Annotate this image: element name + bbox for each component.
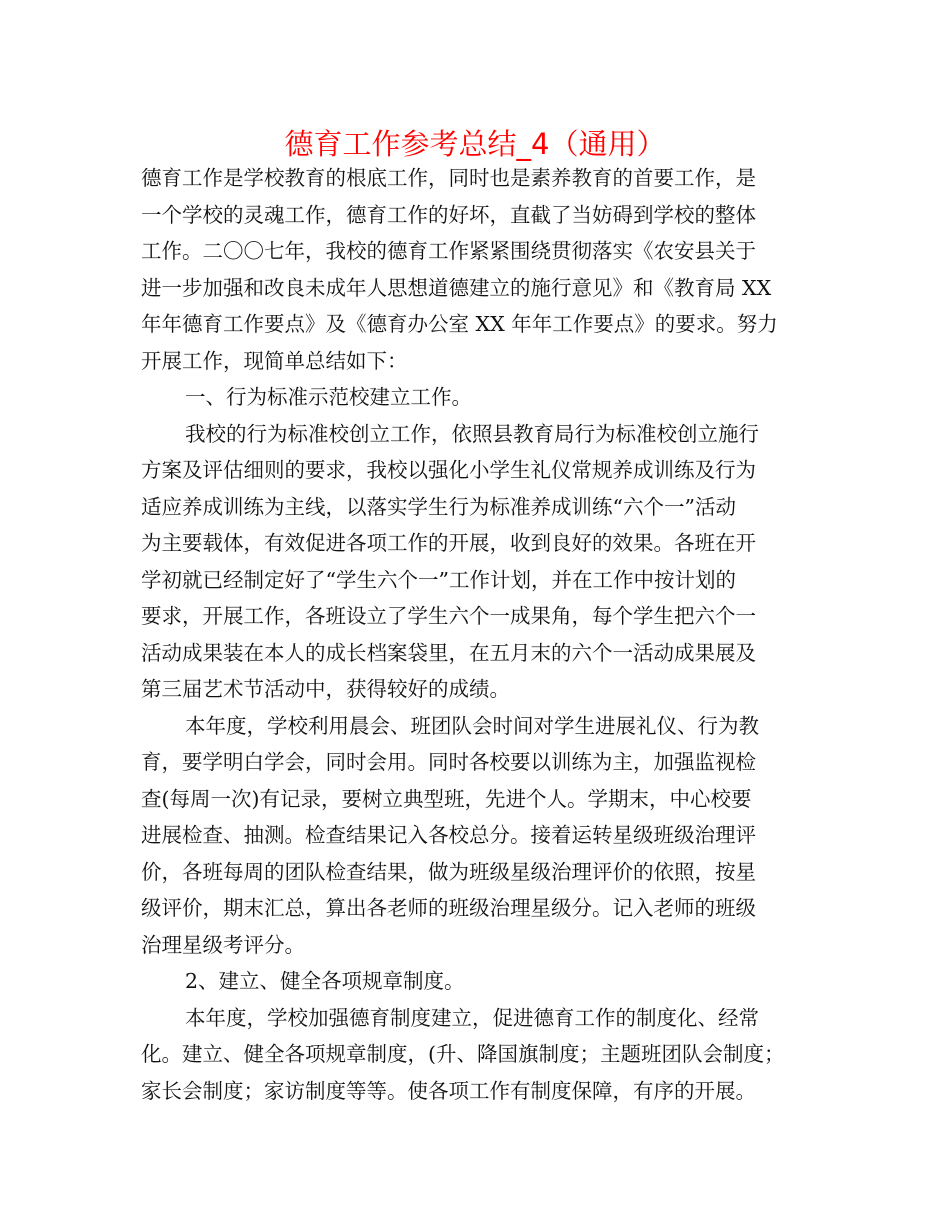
body-text-line: 家长会制度；家访制度等等。使各项工作有制度保障，有序的开展。 <box>141 1078 756 1103</box>
body-text-line: 学初就已经制定好了“学生六个一”工作计划，并在工作中按计划的 <box>141 567 736 592</box>
body-text-line: 适应养成训练为主线，以落实学生行为标准养成训练“六个一”活动 <box>141 494 736 519</box>
document-body <box>141 160 813 1109</box>
body-text-line: 工作。二〇〇七年，我校的德育工作紧紧围绕贯彻落实《农安县关于 <box>141 239 756 263</box>
body-text-line: 进一步加强和改良未成年人思想道德建立的施行意见》和《教育局 XX <box>141 275 772 300</box>
body-text-line: 进展检查、抽测。检查结果记入各校总分。接着运转星级班级治理评 <box>141 823 756 847</box>
body-text-line: 第三届艺术节活动中，获得较好的成绩。 <box>141 677 510 701</box>
document-title: 德育工作参考总结_4（通用） <box>284 127 666 161</box>
body-text-line: 本年度，学校加强德育制度建立，促进德育工作的制度化、经常 <box>185 1005 759 1030</box>
body-text-line: 要求，开展工作，各班设立了学生六个一成果角，每个学生把六个一 <box>141 604 756 628</box>
body-text-line: 化。建立、健全各项规章制度，(升、降国旗制度；主题班团队会制度； <box>141 1042 785 1066</box>
body-text-line: 育，要学明白学会，同时会用。同时各校要以训练为主，加强监视检 <box>141 750 756 774</box>
body-text-line: 为主要载体，有效促进各项工作的开展，收到良好的效果。各班在开 <box>141 531 756 555</box>
body-text-line: 治理星级考评分。 <box>141 932 305 957</box>
body-text-line: 级评价，期末汇总，算出各老师的班级治理星级分。记入老师的班级 <box>141 896 756 920</box>
body-text-line: 年年德育工作要点》及《德育办公室 XX 年年工作要点》的要求。努力 <box>141 312 778 336</box>
body-text-line: 开展工作，现简单总结如下： <box>141 348 408 373</box>
body-text-line: 查(每周一次)有记录，要树立典型班，先进个人。学期末，中心校要 <box>141 786 752 811</box>
body-text-line: 德育工作是学校教育的根底工作，同时也是素养教育的首要工作，是 <box>141 166 756 190</box>
body-text-line: 一、行为标准示范校建立工作。 <box>185 385 472 409</box>
body-text-line: 一个学校的灵魂工作，德育工作的好坏，直截了当妨碍到学校的整体 <box>141 202 756 227</box>
body-text-line: 我校的行为标准校创立工作，依照县教育局行为标准校创立施行 <box>185 421 759 446</box>
body-text-line: 方案及评估细则的要求，我校以强化小学生礼仪常规养成训练及行为 <box>141 458 756 482</box>
body-text-line: 活动成果装在本人的成长档案袋里，在五月末的六个一活动成果展及 <box>141 640 756 665</box>
body-text-line: 价，各班每周的团队检查结果，做为班级星级治理评价的依照，按星 <box>141 859 756 884</box>
body-text-line: 2、建立、健全各项规章制度。 <box>185 969 465 993</box>
body-text-line: 本年度，学校利用晨会、班团队会时间对学生进展礼仪、行为教 <box>185 713 759 738</box>
